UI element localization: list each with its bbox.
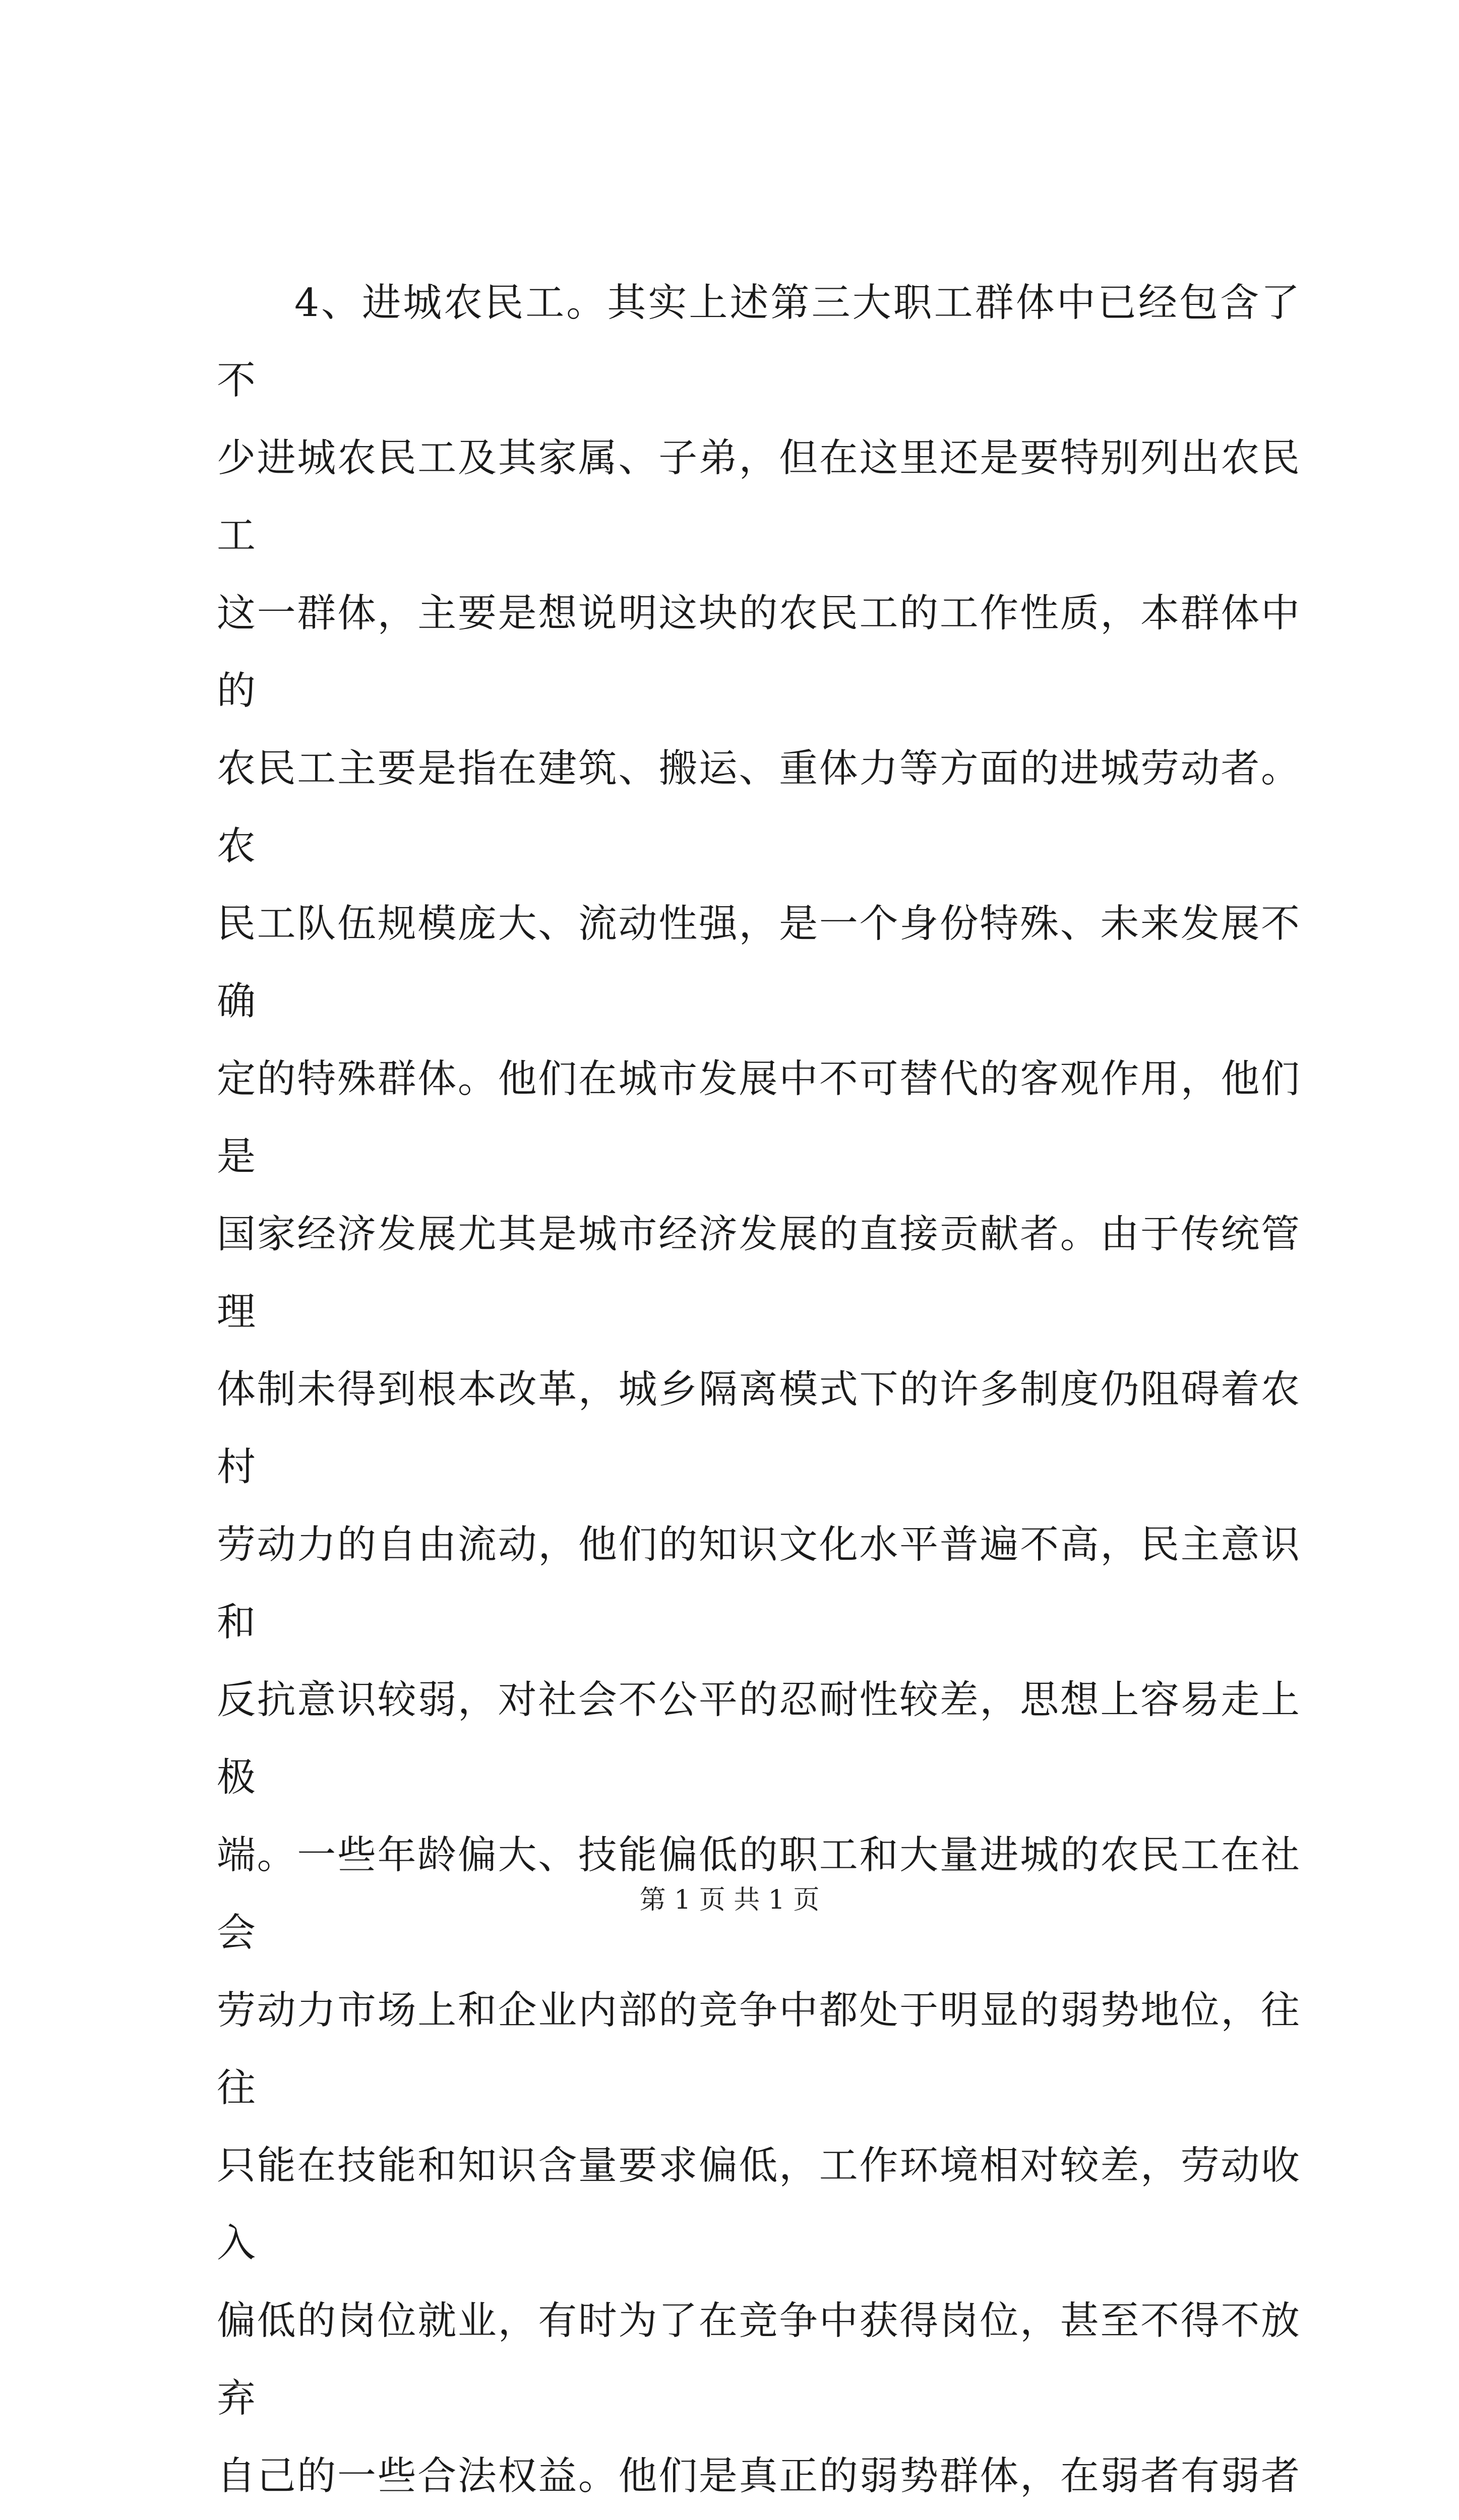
document-body xyxy=(217,265,1301,2520)
body-paragraph: 4、进城农民工。其实上述第三大职工群体中已经包含了不 少进城农民工及其家属、子弟，但在这里还是要特别列出农民工 这一群体，主要是想说明这块的农民工的工作性质，本群体中的 农民工主要是指在建筑、搬运、重体力等方面的进城劳动者。农 民工队伍规模庞大、流动性强，是一个身份特殊、未来发展不确 定的特殊群体。他们在城市发展中不可替代的客观作用，他们是 国家经济发展尤其是城市经济发展的直接贡献者。由于传统管理 体制未得到根本改革，城乡隔离模式下的许多制度仍阻碍着农村 劳动力的自由流动，他们的知识文化水平普遍不高，民主意识和 反抗意识较弱，对社会不公平的忍耐性较差，思想上容易走上极 端。一些年龄偏大、技能偏低的职工和大量进城的农民工在社会 劳动力市场上和企业内部的竞争中都处于明显的弱势地位，往往 只能在技能和知识含量要求偏低，工作环境相对较差，劳动收入 偏低的岗位就业，有时为了在竞争中获得岗位，甚至不得不放弃 自己的一些合法权益。他们是真正的弱势群体，在弱者有弱者 xyxy=(217,281,1301,2499)
page-footer: 第 1 页 共 1 页 xyxy=(639,1885,820,1915)
